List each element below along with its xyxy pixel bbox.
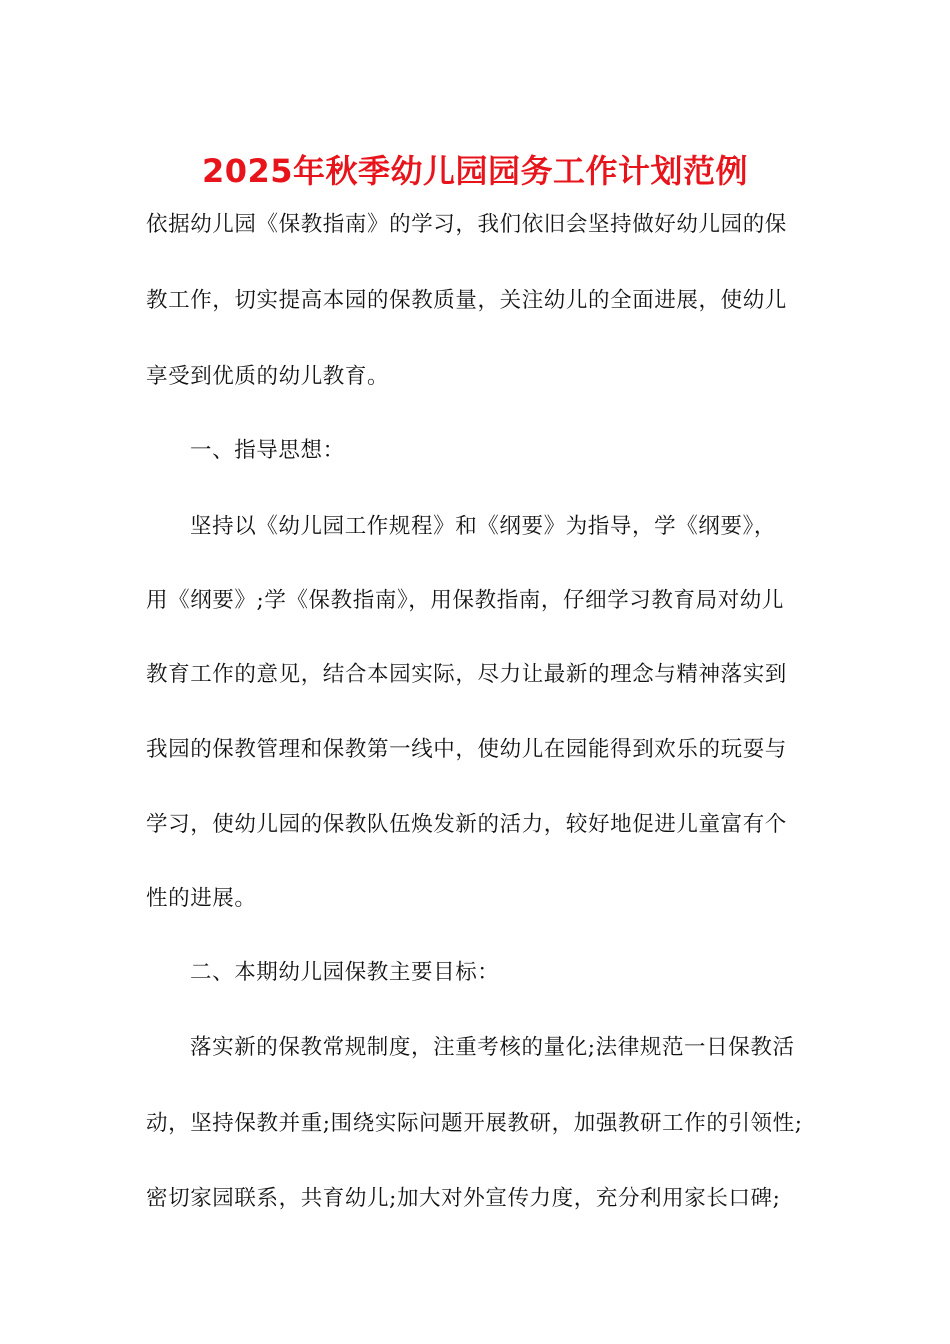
paragraph-line: 性的进展。 — [146, 886, 257, 911]
paragraph-line: 密切家园联系，共育幼儿;加大对外宣传力度，充分利用家长口碑; — [146, 1186, 781, 1211]
paragraph-line: 享受到优质的幼儿教育。 — [146, 364, 390, 389]
paragraph-line: 教育工作的意见，结合本园实际，尽力让最新的理念与精神落实到 — [146, 662, 787, 687]
paragraph-line: 落实新的保教常规制度，注重考核的量化;法律规范一日保教活 — [190, 1035, 795, 1060]
document-title: 2025年秋季幼儿园园务工作计划范例 — [201, 152, 749, 190]
paragraph-line: 我园的保教管理和保教第一线中，使幼儿在园能得到欢乐的玩耍与 — [146, 737, 787, 762]
section-heading: 一、指导思想： — [190, 438, 345, 463]
paragraph-line: 教工作，切实提高本园的保教质量，关注幼儿的全面进展，使幼儿 — [146, 288, 787, 313]
section-heading: 二、本期幼儿园保教主要目标： — [190, 960, 500, 985]
paragraph-line: 依据幼儿园《保教指南》的学习，我们依旧会坚持做好幼儿园的保 — [146, 212, 787, 237]
paragraph-line: 学习，使幼儿园的保教队伍焕发新的活力，较好地促进儿童富有个 — [146, 812, 787, 837]
paragraph-line: 动，坚持保教并重;围绕实际问题开展教研，加强教研工作的引领性; — [146, 1111, 803, 1136]
paragraph-line: 坚持以《幼儿园工作规程》和《纲要》为指导，学《纲要》， — [190, 514, 776, 539]
paragraph-line: 用《纲要》;学《保教指南》，用保教指南，仔细学习教育局对幼儿 — [146, 588, 784, 613]
